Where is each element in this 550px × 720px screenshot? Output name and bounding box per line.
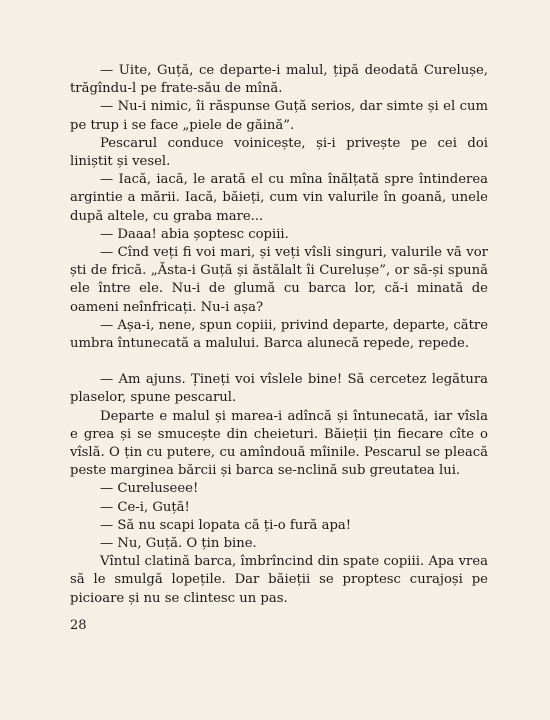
paragraph: Pescarul conduce voinicește, și-i privește pe cei doi liniștit și vesel. bbox=[70, 135, 488, 170]
paragraph: — Nu, Guță. O țin bine. bbox=[100, 536, 257, 552]
paragraph: — Uite, Guță, ce departe-i malul, țipă deodată Curelușe, trăgîndu-l pe frate-său de mînă. bbox=[70, 63, 488, 97]
page-number: 28 bbox=[70, 618, 87, 633]
paragraph: — Așa-i, nene, spun copiii, privind departe, departe, către umbra întunecată a malului. Barca alunecă repede, repede. bbox=[70, 317, 488, 352]
paragraph: Departe e malul și marea-i adîncă și întunecată, iar vîsla e grea și se smucește din cheieturi. Băieții țin fiecare cîte o vîslă. O țin cu putere, cu amîndouă mîinile. Pescarul se pleacă peste marginea bărcii și barca se-nclină sub greutatea lui. bbox=[70, 408, 488, 479]
paragraph: — Cureluseee! bbox=[100, 481, 199, 497]
paragraph: — Daaa! abia șoptesc copiii. bbox=[100, 226, 289, 242]
page-body-text bbox=[70, 62, 488, 608]
section-gap bbox=[70, 353, 488, 371]
paragraph: — Am ajuns. Țineți voi vîslele bine! Să cercetez legătura plaselor, spune pescarul. bbox=[70, 372, 488, 406]
paragraph: — Cînd veți fi voi mari, și veți vîsli singuri, valurile vă vor ști de frică. „Ăsta-i Guță și ăstălalt îi Curelușe”, or să-și spună ele între ele. Nu-i de glumă cu barca lor, că-i minată de oameni neînfricați. Nu-i așa? bbox=[70, 245, 488, 315]
paragraph: — Ce-i, Guță! bbox=[100, 499, 190, 515]
paragraph: — Să nu scapi lopata că ți-o fură apa! bbox=[100, 517, 352, 533]
paragraph: Vîntul clatină barca, îmbrîncind din spate copiii. Apa vrea să le smulgă lopețile. Dar băieții se proptesc curajoși pe picioare și nu se clintesc un pas. bbox=[70, 554, 488, 606]
paragraph: — Iacă, iacă, le arată el cu mîna înălțată spre întinderea argintie a mării. Iacă, băieți, cum vin valurile în goană, unele după altele, cu graba mare... bbox=[70, 172, 488, 224]
paragraph: — Nu-i nimic, îi răspunse Guță serios, dar simte și el cum pe trup i se face „piele de găină”. bbox=[70, 99, 488, 133]
